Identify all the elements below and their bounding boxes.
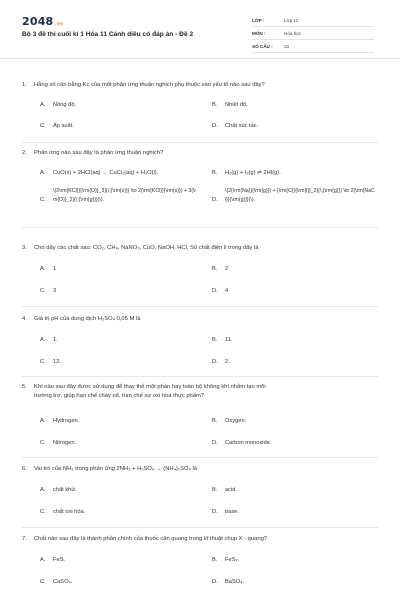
question-text: Khí nào sau đây được sử dụng để thay thế một phần hay toàn bộ không khí nhằm tạo môi <box>34 384 266 390</box>
question-1-stem <box>22 82 265 88</box>
option-text: 1 <box>53 266 57 272</box>
meta-row-grade <box>252 14 374 27</box>
question-6-option-d[interactable] <box>212 509 239 515</box>
question-6-option-c[interactable] <box>40 509 85 515</box>
option-letter: A. <box>40 418 46 424</box>
option-text: Oxygen. <box>225 418 247 424</box>
option-text: Chất xúc tác. <box>225 123 259 129</box>
question-7-option-a[interactable] <box>40 557 65 563</box>
question-4-option-d[interactable] <box>212 359 230 365</box>
option-text: CaSO₄. <box>53 579 73 585</box>
option-text: Carbon monoxide. <box>225 440 272 446</box>
option-text: 2. <box>225 359 230 365</box>
question-number: 3. <box>22 245 27 251</box>
question-4-option-b[interactable] <box>212 337 232 343</box>
logo-text: 2048 <box>22 15 54 28</box>
option-text: 3 <box>53 288 57 294</box>
option-text: chất oxi hóa. <box>53 509 86 515</box>
question-3-option-b[interactable] <box>212 266 228 272</box>
option-letter: A. <box>40 266 46 272</box>
question-7-option-c[interactable] <box>40 579 72 585</box>
divider <box>22 457 378 458</box>
question-7-stem <box>22 536 267 542</box>
meta-table <box>252 14 374 53</box>
option-letter: D. <box>212 579 218 585</box>
option-text: 12. <box>53 359 61 365</box>
question-number: 2. <box>22 150 27 156</box>
option-text: Áp suất. <box>53 123 74 129</box>
option-text: Nồng độ. <box>53 102 77 108</box>
option-text: Nitrogen. <box>53 440 77 446</box>
question-4-option-a[interactable] <box>40 337 58 343</box>
question-number: 4. <box>22 316 27 322</box>
question-text: Phản ứng nào sau đây là phản ứng thuận nghịch? <box>34 150 164 156</box>
option-text: BaSO₄. <box>225 579 245 585</box>
question-text: Hằng số cân bằng Kc của một phản ứng thuận nghịch phụ thuộc vào yếu tố nào sau đây? <box>34 82 265 88</box>
question-2-option-d[interactable] <box>212 187 376 205</box>
question-4-option-c[interactable] <box>40 359 61 365</box>
option-letter: A. <box>40 170 46 176</box>
question-3-option-d[interactable] <box>212 288 228 294</box>
site-logo[interactable] <box>22 15 63 28</box>
option-text: \(2\rm{KCl}}{\rm{O}}_3}(\;{\rm{s}}) \to 2{\rm{KCl}}{\rm{s}}) + 3{\rm{O}}_2}(\;{\rm{g}}})\). <box>53 188 197 203</box>
option-text: 11. <box>225 337 233 343</box>
question-1-option-a[interactable] <box>40 102 76 108</box>
meta-label: SỐ CÂU : <box>252 43 273 49</box>
question-2-option-b[interactable] <box>212 170 281 176</box>
question-6-option-a[interactable] <box>40 487 77 493</box>
question-text: Vai trò của NH₃ trong phản ứng 2NH₃ + H₂SO₄ → (NH₄)₂SO₄ là <box>34 466 197 472</box>
option-letter: C. <box>40 359 46 365</box>
question-1-option-b[interactable] <box>212 102 248 108</box>
question-3-option-c[interactable] <box>40 288 56 294</box>
meta-value: Hóa học <box>284 30 302 36</box>
option-letter: C. <box>40 197 46 203</box>
meta-row-count <box>252 40 374 53</box>
option-text: Nhiệt độ. <box>225 102 248 108</box>
logo-suffix: .vn <box>54 22 63 27</box>
option-text: FeS. <box>53 557 66 563</box>
option-letter: B. <box>212 557 218 563</box>
option-letter: B. <box>212 170 218 176</box>
option-letter: B. <box>212 102 218 108</box>
question-1-option-c[interactable] <box>40 123 74 129</box>
option-letter: C. <box>40 440 46 446</box>
question-7-option-b[interactable] <box>212 557 239 563</box>
meta-value: Lớp 11 <box>284 17 299 23</box>
question-2-stem <box>22 150 163 156</box>
question-text: Cho dãy các chất sau: CO₂, CH₄, NaNO₃, CuO, NaOH, HCl. Số chất điện li trong dãy là <box>34 245 259 251</box>
page-header <box>0 0 400 59</box>
option-text: H₂(g) + I₂(g) ⇌ 2HI(g). <box>225 170 281 176</box>
meta-label: MÔN : <box>252 30 266 36</box>
question-5-stem <box>22 384 382 399</box>
question-6-option-b[interactable] <box>212 487 237 493</box>
divider <box>22 227 378 228</box>
option-letter: A. <box>40 102 46 108</box>
question-5-option-d[interactable] <box>212 440 271 446</box>
option-text: chất khử. <box>53 487 77 493</box>
option-letter: C. <box>40 123 46 129</box>
question-text-continued: trường trơ, giúp hạn chế cháy nổ, hạn chế sự oxi hoá thực phẩm? <box>34 393 205 399</box>
question-5-option-b[interactable] <box>212 418 246 424</box>
question-3-stem <box>22 245 258 251</box>
option-letter: B. <box>212 337 218 343</box>
option-letter: C. <box>40 288 46 294</box>
option-letter: B. <box>212 487 218 493</box>
question-text: Chất nào sau đây là thành phần chính của thuốc cản quang trong kĩ thuật chụp X - quang? <box>34 536 268 542</box>
option-letter: D. <box>212 440 218 446</box>
question-5-option-c[interactable] <box>40 440 76 446</box>
option-text: 4 <box>225 288 229 294</box>
option-letter: C. <box>40 579 46 585</box>
option-letter: D. <box>212 123 218 129</box>
question-1-option-d[interactable] <box>212 123 258 129</box>
question-5-option-a[interactable] <box>40 418 79 424</box>
divider <box>22 527 378 528</box>
question-number: 6. <box>22 466 27 472</box>
option-letter: D. <box>212 509 218 515</box>
question-3-option-a[interactable] <box>40 266 56 272</box>
option-text: 2 <box>225 266 229 272</box>
question-number: 7. <box>22 536 27 542</box>
question-number: 5. <box>22 384 27 390</box>
meta-value: 33 <box>284 43 290 49</box>
option-text: CuO(s) + 2HCl(aq) → CuCl₂(aq) + H₂O(l). <box>53 170 159 176</box>
option-text: base. <box>225 509 239 515</box>
meta-row-subject <box>252 27 374 40</box>
option-letter: A. <box>40 487 46 493</box>
option-letter: A. <box>40 557 46 563</box>
question-text: Giá trị pH của dung dịch H₂SO₄ 0,05 M là <box>34 316 141 322</box>
question-2-option-c[interactable] <box>40 187 200 205</box>
question-7-option-d[interactable] <box>212 579 244 585</box>
option-letter: C. <box>40 509 46 515</box>
option-text: acid. <box>225 487 238 493</box>
divider <box>22 376 378 377</box>
divider <box>22 142 378 143</box>
question-2-option-a[interactable] <box>40 170 158 176</box>
option-text: FeS₂. <box>225 557 240 563</box>
option-letter: D. <box>212 197 218 203</box>
question-6-stem <box>22 466 197 472</box>
option-letter: B. <box>212 418 218 424</box>
option-letter: B. <box>212 266 218 272</box>
document-title: Bộ 3 đề thi cuối kì 1 Hóa 11 Cánh diều có đáp án - Đề 2 <box>22 31 194 38</box>
option-text: Hydrogen. <box>53 418 80 424</box>
option-letter: D. <box>212 288 218 294</box>
option-letter: A. <box>40 337 46 343</box>
question-number: 1. <box>22 82 27 88</box>
option-text: \(2{\rm{Na}}{\rm{g}}) + {\rm{C}}{\rm{l}}_2}(\;{\rm{g}}) \to 2{\rm{NaCl}}{\rm{g}}})\). <box>225 188 375 203</box>
option-letter: D. <box>212 359 218 365</box>
question-4-stem <box>22 316 140 322</box>
divider <box>22 306 378 307</box>
option-text: 1. <box>53 337 58 343</box>
meta-label: LỚP : <box>252 17 265 23</box>
